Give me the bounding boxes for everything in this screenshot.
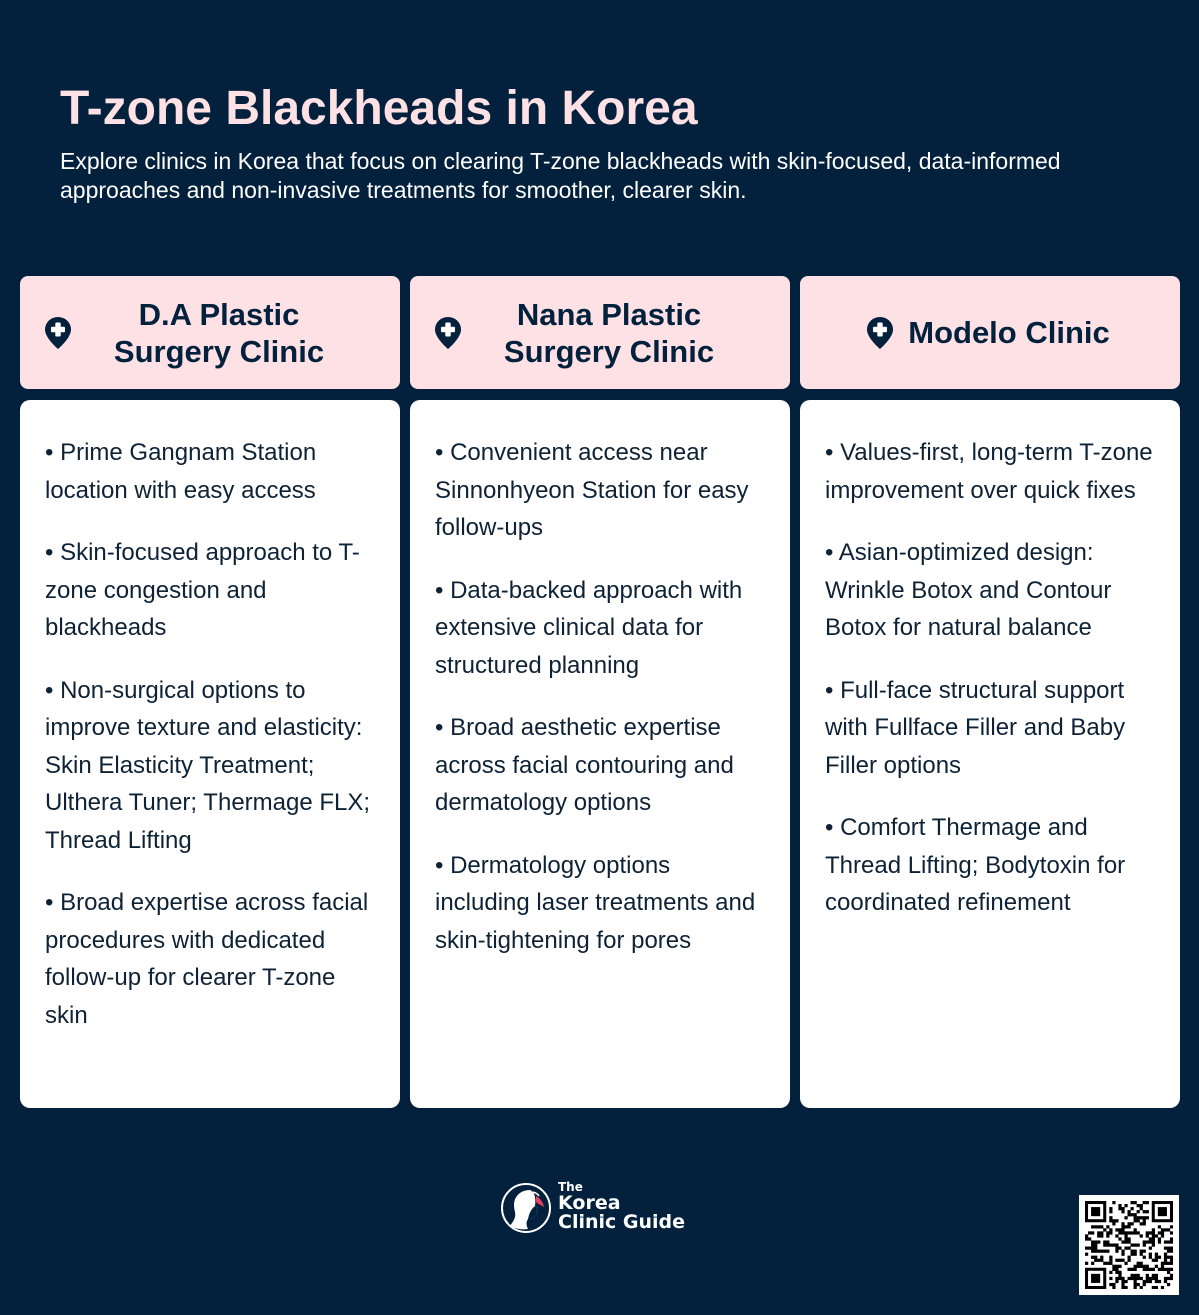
feature-item: • Non-surgical options to improve texture and elasticity: Skin Elasticity Treatment; Ulthera Tuner; Thermage FLX; Thread Lifting: [45, 676, 371, 854]
clinic-header: [20, 276, 400, 389]
brand-the: The: [558, 1180, 583, 1194]
clinic-header: [410, 276, 790, 389]
clinic-card: [410, 400, 790, 1108]
feature-item: • Broad expertise across facial procedures with dedicated follow-up for clearer T-zone skin: [45, 889, 369, 1029]
feature-list: [825, 434, 1160, 922]
page-subtitle: Explore clinics in Korea that focus on clearing T-zone blackheads with skin-focused, data-informed approaches and non-invasive treatments for smoother, clearer skin.: [60, 148, 1061, 203]
page-header: [60, 80, 1140, 205]
qr-code[interactable]: [1079, 1195, 1179, 1295]
location-pin-plus-icon: [44, 316, 72, 350]
feature-item: • Broad aesthetic expertise across facial contouring and dermatology options: [435, 714, 734, 816]
clinic-column-da-plastic: [20, 276, 400, 1108]
page-title: T-zone Blackheads in Korea: [60, 82, 698, 135]
feature-item: • Comfort Thermage and Thread Lifting; Bodytoxin for coordinated refinement: [825, 814, 1126, 916]
feature-item: • Asian-optimized design: Wrinkle Botox and Contour Botox for natural balance: [825, 539, 1112, 641]
feature-item: • Convenient access near Sinnonhyeon Station for easy follow-ups: [435, 439, 749, 541]
feature-item: • Dermatology options including laser treatments and skin-tightening for pores: [435, 851, 756, 954]
qr-code-icon: [1085, 1201, 1173, 1289]
clinic-name: Modelo Clinic: [908, 315, 1110, 350]
clinic-name: D.A Plastic Surgery Clinic: [113, 296, 325, 369]
brand-logo: [500, 1180, 700, 1236]
clinic-column-nana-plastic: [410, 276, 790, 1108]
woman-silhouette-logo-icon: [500, 1182, 552, 1234]
clinic-card: [20, 400, 400, 1108]
feature-item: • Data-backed approach with extensive clinical data for structured planning: [435, 576, 743, 679]
clinic-column-modelo: [800, 276, 1180, 1108]
location-pin-plus-icon: [434, 316, 462, 350]
brand-name-line2: Clinic Guide: [558, 1211, 686, 1233]
clinic-name: Nana Plastic Surgery Clinic: [503, 296, 715, 369]
location-pin-plus-icon: [866, 316, 894, 350]
feature-item: • Values-first, long-term T-zone improvement over quick fixes: [825, 439, 1153, 504]
brand-name-line1: Korea: [558, 1192, 621, 1214]
feature-item: • Skin-focused approach to T-zone congestion and blackheads: [45, 539, 360, 641]
feature-item: • Full-face structural support with Fullface Filler and Baby Filler options: [825, 676, 1126, 779]
feature-list: [435, 434, 770, 959]
clinic-card: [800, 400, 1180, 1108]
feature-list: [45, 434, 380, 1034]
feature-item: • Prime Gangnam Station location with easy access: [45, 439, 317, 504]
clinic-header: [800, 276, 1180, 389]
